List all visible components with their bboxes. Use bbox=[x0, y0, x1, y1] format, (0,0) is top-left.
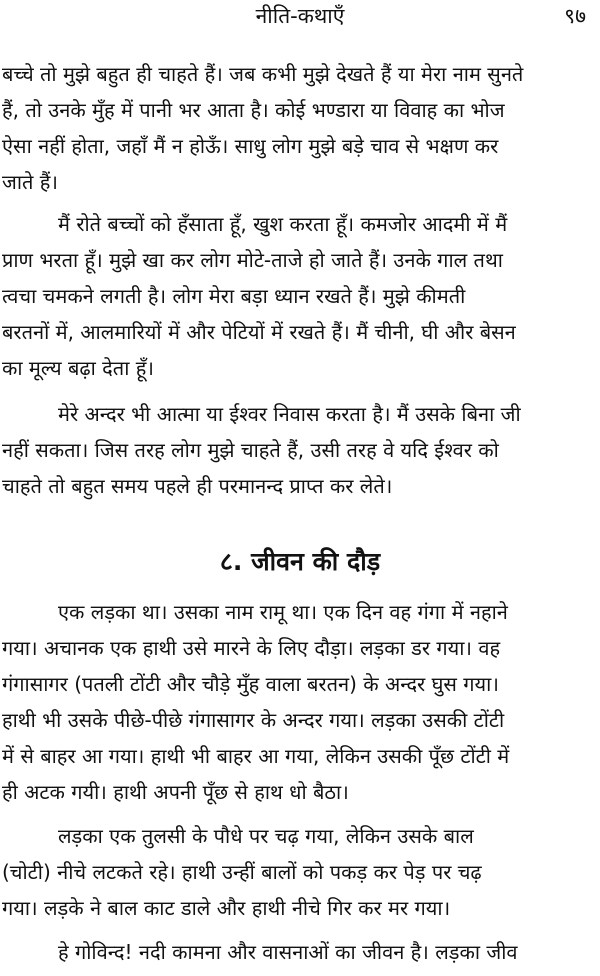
text-line: ऐसा नहीं होता, जहाँ मैं न होऊँ। साधु लोग मुझे बड़े चाव से भक्षण कर bbox=[2, 134, 499, 158]
text-line: बरतनों में, आलमारियों में और पेटियों में रखते हैं। मैं चीनी, घी और बेसन bbox=[2, 320, 516, 344]
text-line: हैं, तो उनके मुँह में पानी भर आता है। कोई भण्डारा या विवाह का भोज bbox=[2, 98, 505, 122]
text-line: हाथी भी उसके पीछे-पीछे गंगासागर के अन्दर गया। लड़का उसकी टोंटी bbox=[2, 708, 505, 732]
text-line: लड़का एक तुलसी के पौधे पर चढ़ गया, लेकिन उसके बाल bbox=[58, 824, 474, 848]
text-line: गया। अचानक एक हाथी उसे मारने के लिए दौड़ा। लड़का डर गया। वह bbox=[2, 636, 501, 660]
text-line: प्राण भरता हूँ। मुझे खा कर लोग मोटे-ताजे हो जाते हैं। उनके गाल तथा bbox=[2, 248, 503, 272]
text-line: हे गोविन्द! नदी कामना और वासनाओं का जीवन है। लड़का जीव bbox=[58, 940, 518, 964]
text-line: गंगासागर (पतली टोंटी और चौड़े मुँह वाला बरतन) के अन्दर घुस गया। bbox=[2, 672, 499, 696]
running-title: नीति-कथाएँ bbox=[255, 4, 345, 28]
text-line: त्वचा चमकने लगती है। लोग मेरा बड़ा ध्यान रखते हैं। मुझे कीमती bbox=[2, 284, 466, 308]
text-line: चाहते तो बहुत समय पहले ही परमानन्द प्राप्त कर लेते। bbox=[2, 474, 393, 498]
text-line: नहीं सकता। जिस तरह लोग मुझे चाहते हैं, उसी तरह वे यदि ईश्वर को bbox=[2, 438, 499, 462]
text-line: मेरे अन्दर भी आत्मा या ईश्वर निवास करता है। मैं उसके बिना जी bbox=[58, 402, 521, 426]
page-number: ९७ bbox=[564, 4, 586, 28]
story-heading: ८. जीवन की दौड़ bbox=[219, 547, 381, 576]
text-line: एक लड़का था। उसका नाम रामू था। एक दिन वह गंगा में नहाने bbox=[58, 600, 508, 624]
text-line: का मूल्य बढ़ा देता हूँ। bbox=[2, 356, 154, 380]
text-line: जाते हैं। bbox=[2, 170, 58, 194]
text-line: ही अटक गयी। हाथी अपनी पूँछ से हाथ धो बैठा। bbox=[2, 780, 349, 804]
text-line: बच्चे तो मुझे बहुत ही चाहते हैं। जब कभी मुझे देखते हैं या मेरा नाम सुनते bbox=[2, 62, 524, 86]
text-line: (चोटी) नीचे लटकते रहे। हाथी उन्हीं बालों को पकड़ कर पेड़ पर चढ़ bbox=[2, 860, 482, 884]
text-line: में से बाहर आ गया। हाथी भी बाहर आ गया, लेकिन उसकी पूँछ टोंटी में bbox=[2, 744, 510, 768]
text-line: मैं रोते बच्चों को हँसाता हूँ, खुश करता हूँ। कमजोर आदमी में मैं bbox=[58, 212, 508, 236]
page-header bbox=[0, 2, 600, 32]
text-line: गया। लड़के ने बाल काट डाले और हाथी नीचे गिर कर मर गया। bbox=[2, 896, 451, 920]
